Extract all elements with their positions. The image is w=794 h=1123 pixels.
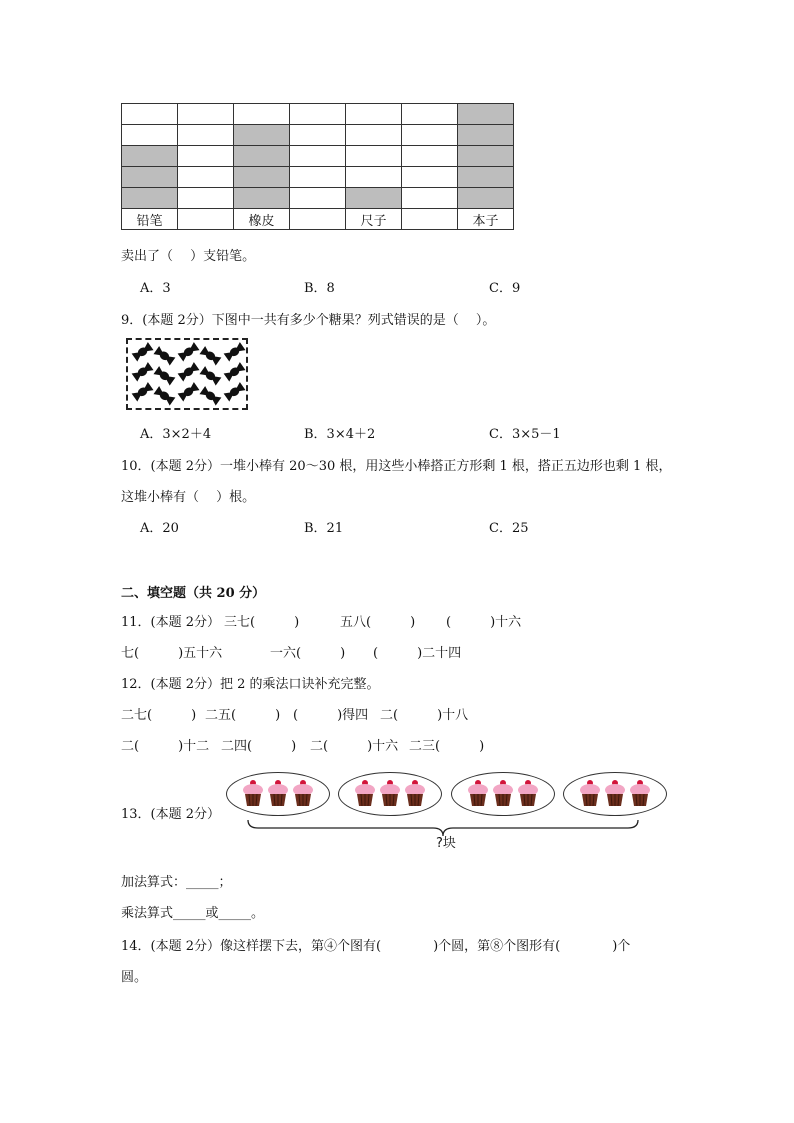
- chart-row: [122, 167, 514, 188]
- chart-cell-filled: [234, 125, 290, 146]
- chart-cell-filled: [122, 146, 178, 167]
- chart-cell-empty: [346, 125, 402, 146]
- chart-cell-filled: [122, 167, 178, 188]
- chart-cell-empty: [346, 146, 402, 167]
- q11-blank-2: 五八( ): [340, 615, 416, 630]
- chart-label: 尺子: [346, 209, 402, 230]
- candy-icon: [222, 340, 246, 363]
- chart-cell-empty: [402, 146, 458, 167]
- candy-icon: [222, 360, 246, 383]
- q10-option-a: A．20: [140, 521, 179, 536]
- q9-stem: 9．(本题 2分）下图中一共有多少个糖果？列式错误的是（ ）。: [121, 313, 496, 328]
- chart-cell-filled: [346, 188, 402, 209]
- chart-cell-empty: [290, 125, 346, 146]
- q12-blank-6: 二四( ): [221, 739, 297, 754]
- q12-blank-3: ( )得四: [293, 708, 369, 723]
- q10-line1: 10．(本题 2分）一堆小棒有 20～30 根，用这些小棒搭正方形剩 1 根，搭正五边形也剩 1 根，: [121, 459, 672, 474]
- candy-icon: [176, 360, 200, 383]
- chart-row: [122, 125, 514, 146]
- q12-blank-2: 二五( ): [205, 708, 281, 723]
- q9-option-c: C．3×5－1: [489, 427, 561, 442]
- chart-cell-empty: [346, 167, 402, 188]
- chart-label: [290, 209, 346, 230]
- chart-label: 本子: [458, 209, 514, 230]
- bar-table-chart: [121, 103, 514, 230]
- q11-stem: 11．(本题 2分）: [121, 615, 221, 630]
- cupcake-icon: [404, 779, 426, 807]
- q10-option-c: C．25: [489, 521, 529, 536]
- q12-blank-4: 二( )十八: [380, 708, 469, 723]
- candy-icon: [153, 384, 177, 407]
- chart-cell-empty: [402, 125, 458, 146]
- chart-cell-empty: [290, 188, 346, 209]
- q12-blank-8: 二三( ): [409, 739, 485, 754]
- candy-icon: [176, 340, 200, 363]
- brace-icon: [246, 818, 640, 838]
- cupcake-icon: [467, 779, 489, 807]
- candy-icon: [153, 344, 177, 367]
- chart-cell-empty: [178, 188, 234, 209]
- q11-blank-3: ( )十六: [446, 615, 522, 630]
- chart-cell-filled: [458, 188, 514, 209]
- cupcake-icon: [267, 779, 289, 807]
- chart-cell-empty: [402, 167, 458, 188]
- chart-cell-filled: [122, 188, 178, 209]
- chart-cell-filled: [458, 104, 514, 125]
- candy-icon: [176, 380, 200, 403]
- chart-cell-filled: [458, 146, 514, 167]
- chart-cell-filled: [458, 167, 514, 188]
- q12-blank-5: 二( )十二: [121, 739, 210, 754]
- candy-icon: [153, 364, 177, 387]
- chart-cell-empty: [178, 146, 234, 167]
- q13-add-formula: 加法算式：_____；: [121, 875, 232, 890]
- cupcake-icon: [604, 779, 626, 807]
- chart-cell-filled: [234, 188, 290, 209]
- chart-label: [402, 209, 458, 230]
- q8-stem: 卖出了（ ）支铅笔。: [121, 249, 256, 264]
- candy-icon: [130, 340, 154, 363]
- q11-blank-4: 七( )五十六: [121, 646, 223, 661]
- chart-cell-empty: [178, 167, 234, 188]
- q9-option-a: A．3×2＋4: [140, 427, 212, 442]
- candy-figure: [126, 338, 248, 410]
- q12-stem: 12．(本题 2分）把 2 的乘法口诀补充完整。: [121, 677, 380, 692]
- chart-row: [122, 188, 514, 209]
- cupcake-icon: [579, 779, 601, 807]
- chart-label: 橡皮: [234, 209, 290, 230]
- chart-cell-filled: [458, 125, 514, 146]
- candy-icon: [199, 344, 223, 367]
- cupcake-icon: [517, 779, 539, 807]
- cupcake-icon: [354, 779, 376, 807]
- chart-row: [122, 104, 514, 125]
- chart-cell-filled: [234, 146, 290, 167]
- chart-row: [122, 146, 514, 167]
- q11-blank-1: 三七( ): [224, 615, 300, 630]
- cupcake-icon: [379, 779, 401, 807]
- chart-cell-empty: [122, 104, 178, 125]
- chart-label: [178, 209, 234, 230]
- q8-option-a: A．3: [140, 281, 171, 296]
- chart-cell-empty: [290, 104, 346, 125]
- q8-option-c: C．9: [489, 281, 521, 296]
- chart-cell-empty: [402, 104, 458, 125]
- candy-icon: [199, 364, 223, 387]
- section-title: 二、填空题（共 20 分）: [121, 586, 266, 601]
- cupcake-icon: [492, 779, 514, 807]
- candy-icon: [130, 380, 154, 403]
- chart-cell-empty: [290, 167, 346, 188]
- q12-blank-1: 二七( ): [121, 708, 197, 723]
- chart-cell-filled: [234, 167, 290, 188]
- chart-cell-empty: [178, 104, 234, 125]
- q12-blank-7: 二( )十六: [310, 739, 399, 754]
- q10-option-b: B．21: [304, 521, 344, 536]
- chart-cell-empty: [178, 125, 234, 146]
- q14-line1: 14．(本题 2分）像这样摆下去，第④个图有( )个圆，第⑧个图形有( )个: [121, 939, 631, 954]
- q10-line2: 这堆小棒有（ ）根。: [121, 490, 256, 505]
- q8-option-b: B．8: [304, 281, 335, 296]
- q11-blank-5: 一六( ): [270, 646, 346, 661]
- chart-cell-empty: [402, 188, 458, 209]
- cupcake-icon: [242, 779, 264, 807]
- chart-cell-empty: [234, 104, 290, 125]
- q14-line2: 圆。: [121, 970, 148, 985]
- q13-mul-formula: 乘法算式_____或_____。: [121, 906, 265, 921]
- q11-blank-6: ( )二十四: [373, 646, 462, 661]
- chart-label: 铅笔: [122, 209, 178, 230]
- q9-option-b: B．3×4＋2: [304, 427, 376, 442]
- candy-icon: [130, 360, 154, 383]
- candy-icon: [199, 384, 223, 407]
- candy-icon: [222, 380, 246, 403]
- cupcake-icon: [629, 779, 651, 807]
- chart-cell-empty: [346, 104, 402, 125]
- q13-stem: 13．(本题 2分）: [121, 807, 221, 822]
- cupcake-icon: [292, 779, 314, 807]
- brace-label: ?块: [436, 836, 456, 851]
- chart-cell-empty: [290, 146, 346, 167]
- chart-cell-empty: [122, 125, 178, 146]
- chart-label-row: [122, 209, 514, 230]
